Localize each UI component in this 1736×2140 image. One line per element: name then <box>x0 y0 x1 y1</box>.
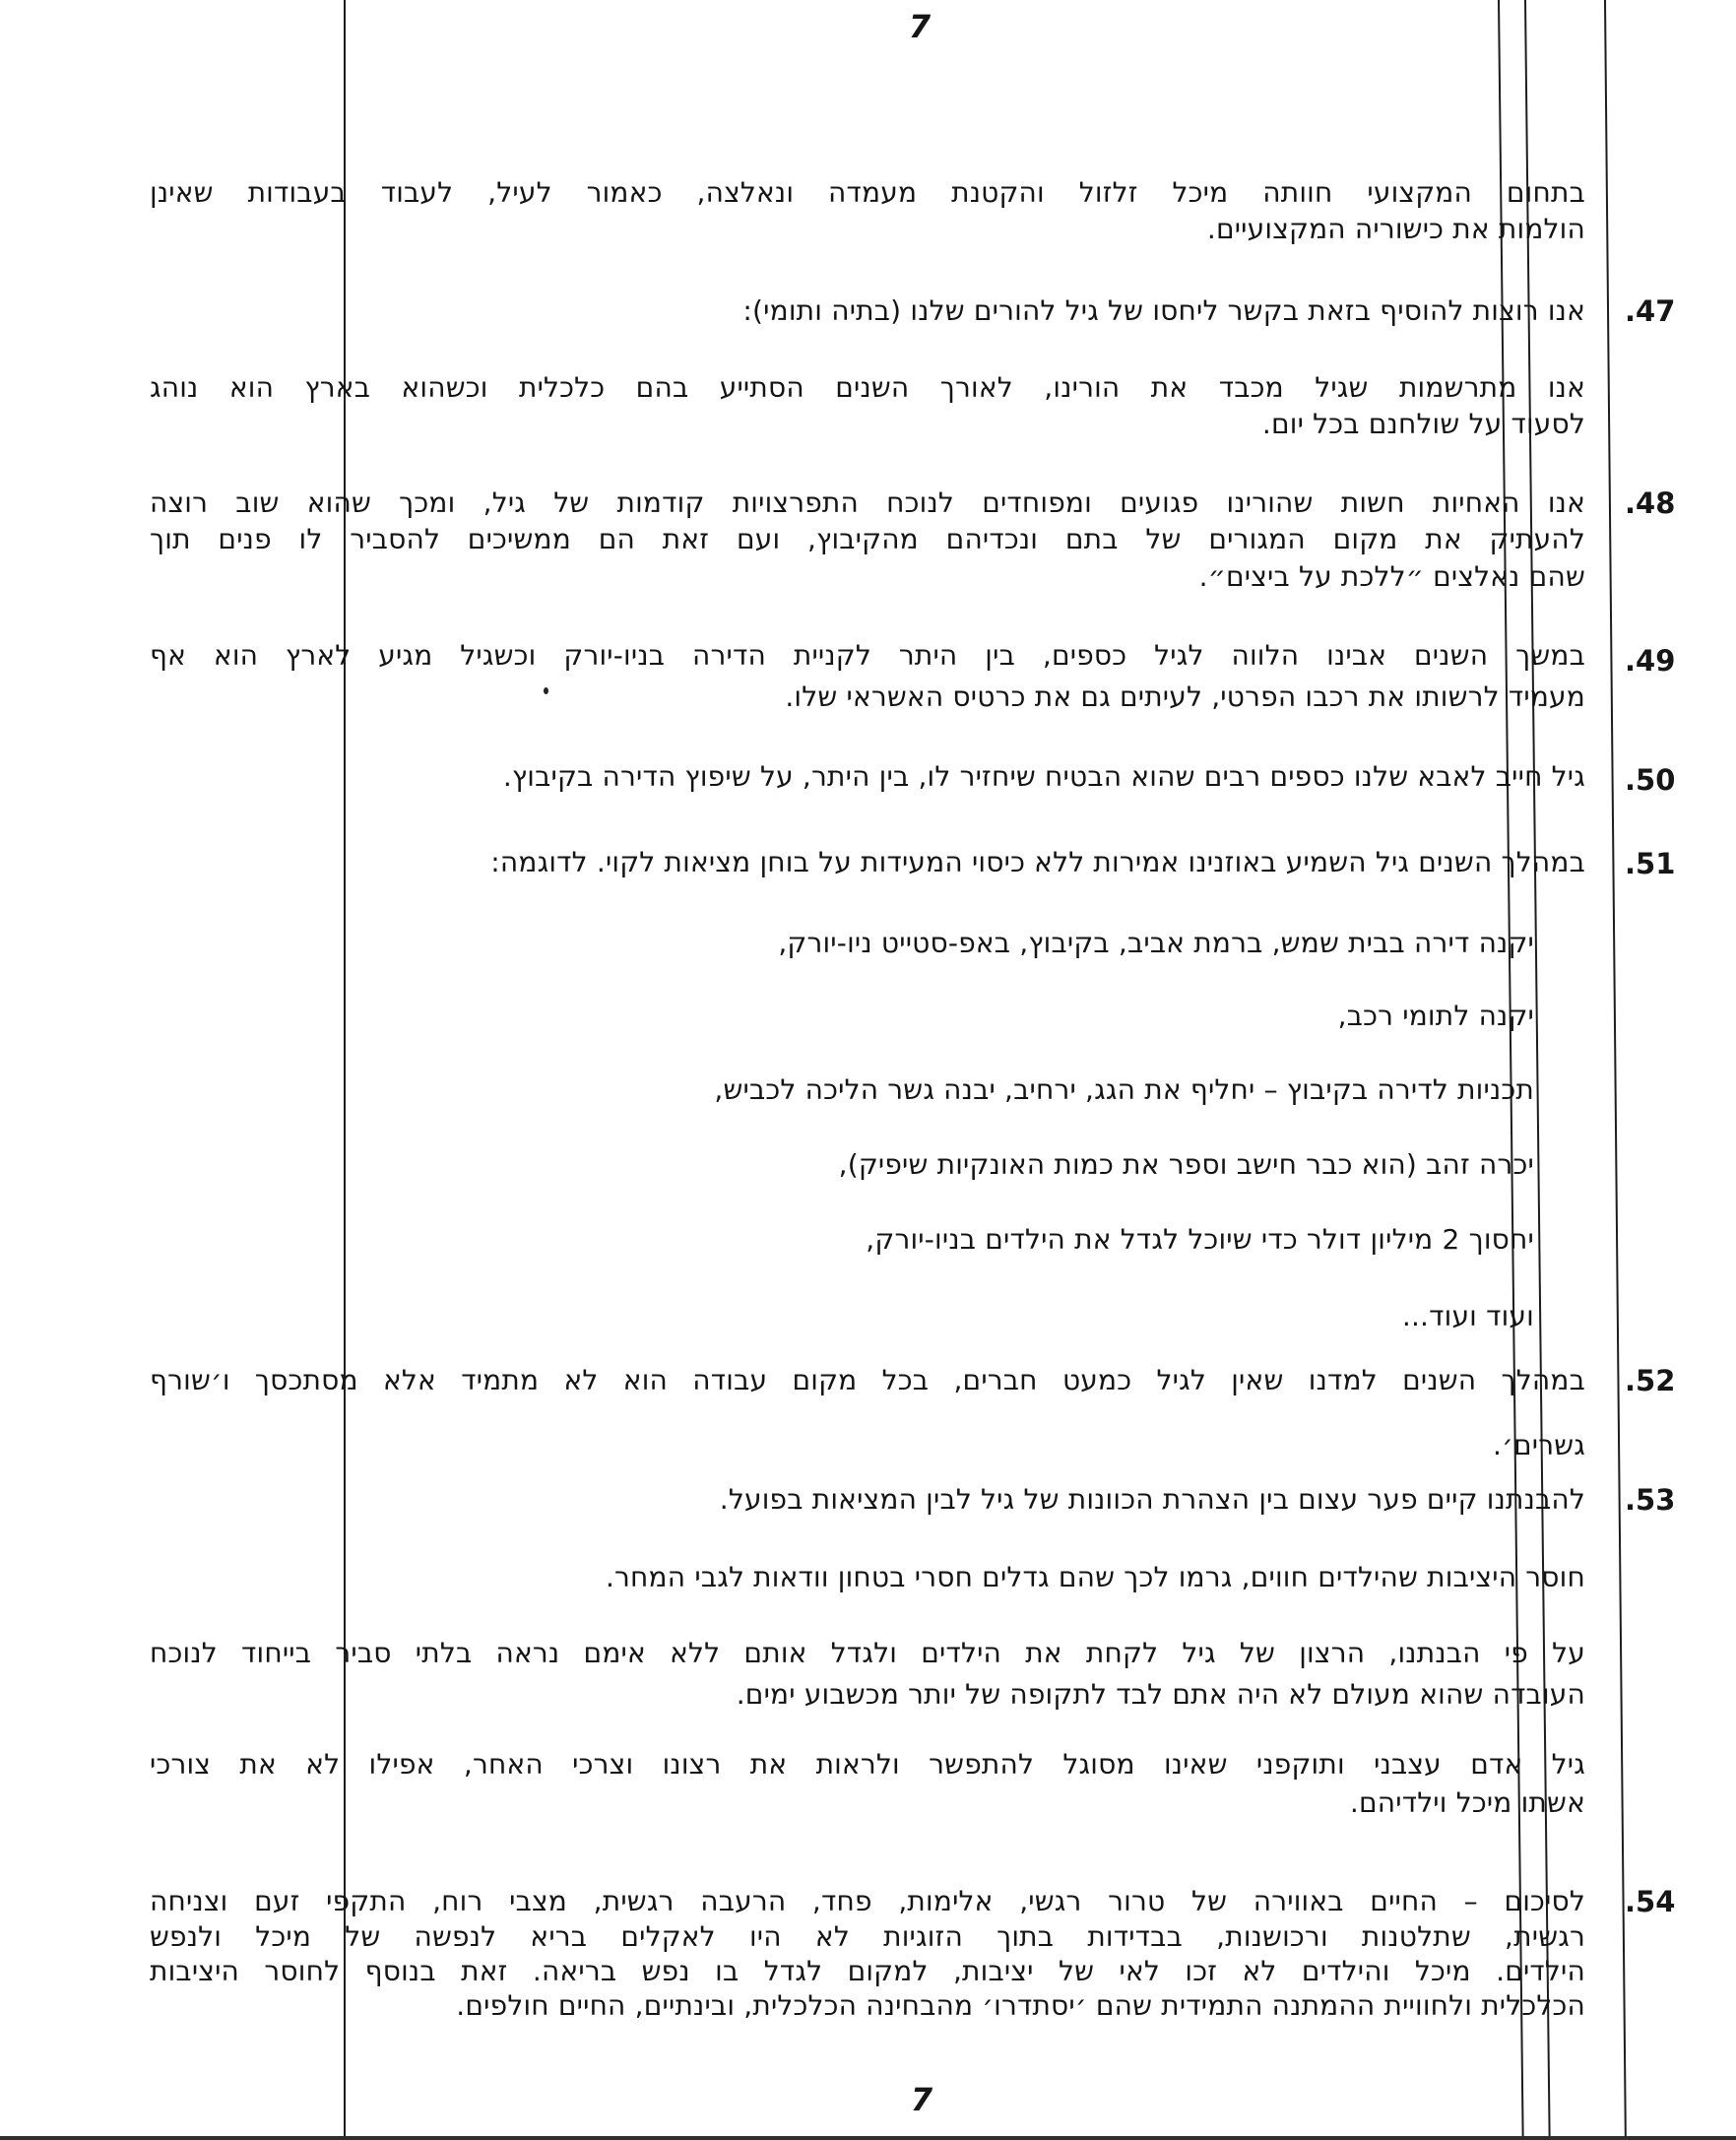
text-line: אנו רוצות להוסיף בזאת בקשר ליחסו של גיל להורים שלנו (בתיה ותומי): <box>742 294 1585 327</box>
text-line: חוסר היציבות שהילדים חווים, גרמו לכך שהם גדלים חסרי בטחון וודאות לגבי המחר. <box>605 1561 1585 1593</box>
text-line: אנו מתרשמות שגיל מכבד את הורינו, לאורך השנים הסתייע בהם כלכלית וכשהוא בארץ הוא נוהג <box>150 371 1585 404</box>
text-line: מעמיד לרשותו את רכבו הפרטי, לעיתים גם את כרטיס האשראי שלו. <box>785 681 1585 713</box>
text-line: אשתו מיכל וילדיהם. <box>1349 1786 1585 1819</box>
text-line: הולמות את כישוריה המקצועיים. <box>1206 213 1585 245</box>
list-item: יקנה לתומי רכב, <box>1337 1000 1534 1032</box>
paragraph-number: .48 <box>1625 486 1676 520</box>
text-line: העובדה שהוא מעולם לא היה אתם לבד לתקופה של יותר מכשבוע ימים. <box>736 1678 1585 1711</box>
scan-speck <box>544 687 548 694</box>
page-number-top: 7 <box>908 8 932 45</box>
paragraph-number: .47 <box>1625 294 1676 328</box>
text-line: גיל אדם עצבני ותוקפני שאינו מסוגל להתפשר ולראות את רצונו וצרכי האחר, אפילו לא את צורכי <box>150 1748 1585 1781</box>
scan-artifact-line-right <box>1604 0 1627 2140</box>
text-line: להבנתנו קיים פער עצום בין הצהרת הכוונות של גיל לבין המציאות בפועל. <box>719 1483 1585 1516</box>
text-line: אנו האחיות חשות שהורינו פגועים ומפוחדים לנוכח התפרצויות קודמות של גיל, ומכך שהוא שוב רוצה <box>150 486 1585 519</box>
list-item: יקנה דירה בבית שמש, ברמת אביב, בקיבוץ, באפ-סטייט ניו-יורק, <box>778 927 1534 959</box>
list-item: תכניות לדירה בקיבוץ – יחליף את הגג, ירחיב, יבנה גשר הליכה לכביש, <box>714 1073 1534 1106</box>
paragraph-number: .52 <box>1625 1364 1676 1397</box>
text-line: גיל חייב לאבא שלנו כספים רבים שהוא הבטיח שיחזיר לו, בין היתר, על שיפוץ הדירה בקיבוץ. <box>502 760 1585 793</box>
scan-bottom-edge <box>0 2136 1736 2140</box>
text-line: במהלך השנים למדנו שאין לגיל כמעט חברים, בכל מקום עבודה הוא לא מתמיד אלא מסתכסך ו׳שורף <box>150 1364 1585 1396</box>
paragraph-number: .51 <box>1625 847 1676 880</box>
paragraph-number: .54 <box>1625 1885 1676 1918</box>
text-line: על פי הבנתנו, הרצון של גיל לקחת את הילדים ולגדל אותם ללא אימם נראה בלתי סביר בייחוד לנוכח <box>150 1637 1585 1669</box>
text-line: הכלכלית ולחוויית ההמתנה התמידית שהם ׳יסתדרו׳ מהבחינה הכלכלית, ובינתיים, החיים חולפים. <box>456 1989 1585 2022</box>
page-number-bottom: 7 <box>910 2081 933 2118</box>
text-line: בתחום המקצועי חוותה מיכל זלזול והקטנת מעמדה ונאלצה, כאמור לעיל, לעבוד בעבודות שאינן <box>150 176 1585 209</box>
paragraph-number: .50 <box>1625 763 1676 797</box>
scan-artifact-line-left <box>344 0 346 2140</box>
text-line: שהם נאלצים ״ללכת על ביצים״. <box>1198 560 1585 593</box>
text-line: הילדים. מיכל והילדים לא זכו לאי של יציבות, למקום לגדל בו נפש בריאה. זאת בנוסף לחוסר היציבות <box>150 1955 1585 1987</box>
text-line: לסעוד על שולחנם בכל יום. <box>1261 408 1585 440</box>
list-item: ועוד ועוד... <box>1401 1300 1534 1332</box>
paragraph-number: .49 <box>1625 644 1676 678</box>
text-line: לסיכום – החיים באווירה של טרור רגשי, אלימות, פחד, הרעבה רגשית, מצבי רוח, התקפי זעם וצניחה <box>150 1885 1585 1917</box>
list-item: יחסוך 2 מיליון דולר כדי שיוכל לגדל את הילדים בניו-יורק, <box>866 1223 1534 1256</box>
paragraph-number: .53 <box>1625 1483 1676 1517</box>
text-line: במהלך השנים גיל השמיע באוזנינו אמירות ללא כיסוי המעידות על בוחן מציאות לקוי. לדוגמה: <box>490 846 1585 878</box>
list-item: יכרה זהב (הוא כבר חישב וספר את כמות האונקיות שיפיק), <box>838 1148 1534 1181</box>
text-line: במשך השנים אבינו הלווה לגיל כספים, בין היתר לקניית הדירה בניו-יורק וכשגיל מגיע לארץ הוא אף <box>150 639 1585 672</box>
text-line: גשרים׳. <box>1493 1429 1585 1461</box>
text-line: רגשית, שתלטנות ורכושנות, בבדידות בתוך הזוגיות לא היו לאקלים בריא לנפשה של מיכל ולנפש <box>150 1920 1585 1953</box>
text-line: להעתיק את מקום המגורים של בתם ונכדיהם מהקיבוץ, ועם זאת הם ממשיכים להסביר לו פנים תוך <box>150 523 1585 555</box>
